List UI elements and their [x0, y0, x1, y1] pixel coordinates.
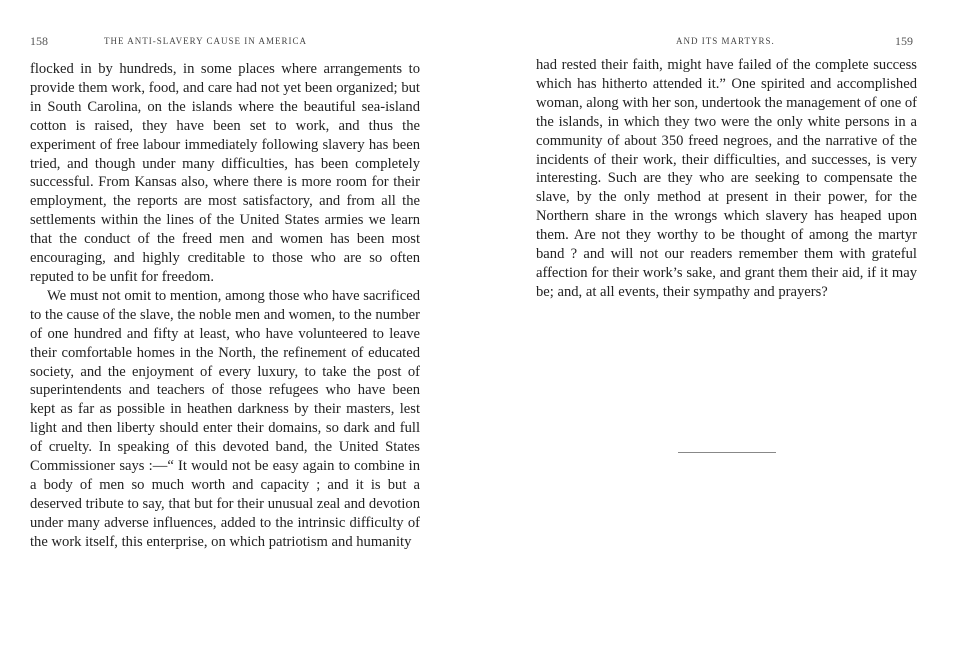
left-paragraph-2: We must not omit to mention, among those who have sacrificed to the cause of the slave, the noble men and women, to the number of one hundred and fifty at least, who have volunteered to leave their comfortable homes in the North, the refinement of educated society, and the enjoyment of every luxury, to take the post of superintendents and teachers of those refugees who have been kept as far as possible in heathen darkness by their masters, lest light and then liberty should enter their domains, so dark and full of cruelty. In speaking of this devoted band, the United States Commissioner says :—“ It would not be easy again to combine in a body of men so much worth and capacity ; and it is but a deserved tribute to say, that but for their unusual zeal and devotion under many adverse influences, added to the intrinsic difficulty of the work itself, this enterprise, on which patriotism and humanity	[30, 287, 420, 550]
right-running-head: AND ITS MARTYRS.	[676, 36, 775, 46]
left-paragraph-1: flocked in by hundreds, in some places where arrangements to provide them work, food, and care had not yet been organized; but in South Carolina, on the islands where the beautiful sea-island cotton is raised, they have been set to work, and thus the experiment of free labour immediately following slavery has been tried, and though under many difficulties, has been completely successful. From Kansas also, where there is more room for their employment, the reports are most satisfactory, and from all the settlements within the lines of the United States armies we learn that the conduct of the freed men and women has been most encouraging, and highly creditable to those who are so often reputed to be unfit for freedom.	[30, 61, 420, 285]
left-page-number: 158	[30, 34, 48, 48]
section-end-rule	[678, 452, 776, 453]
right-page	[490, 0, 980, 668]
right-paragraph-1: had rested their faith, might have failed of the complete success which has hitherto attended it.” One spirited and accomplished woman, along with her son, undertook the management of one of the islands, in which they two were the only white persons in a community of about 350 freed negroes, and the narrative of the incidents of their work, their difficulties, and successes, is very interesting. Such are they who are seeking to compensate the slave, by the only method at present in their power, for the Northern share in the wrongs which slavery has heaped upon them. Are not they worthy to be thought of among the martyr band ? and will not our readers remember them with grateful affection for their work’s sake, and grant them their aid, if it may be; and, at all events, their sympathy and prayers?	[536, 57, 917, 300]
right-page-body	[536, 56, 917, 302]
left-page-body	[30, 60, 420, 552]
left-running-head: THE ANTI-SLAVERY CAUSE IN AMERICA	[104, 36, 308, 46]
right-page-number: 159	[895, 34, 913, 48]
